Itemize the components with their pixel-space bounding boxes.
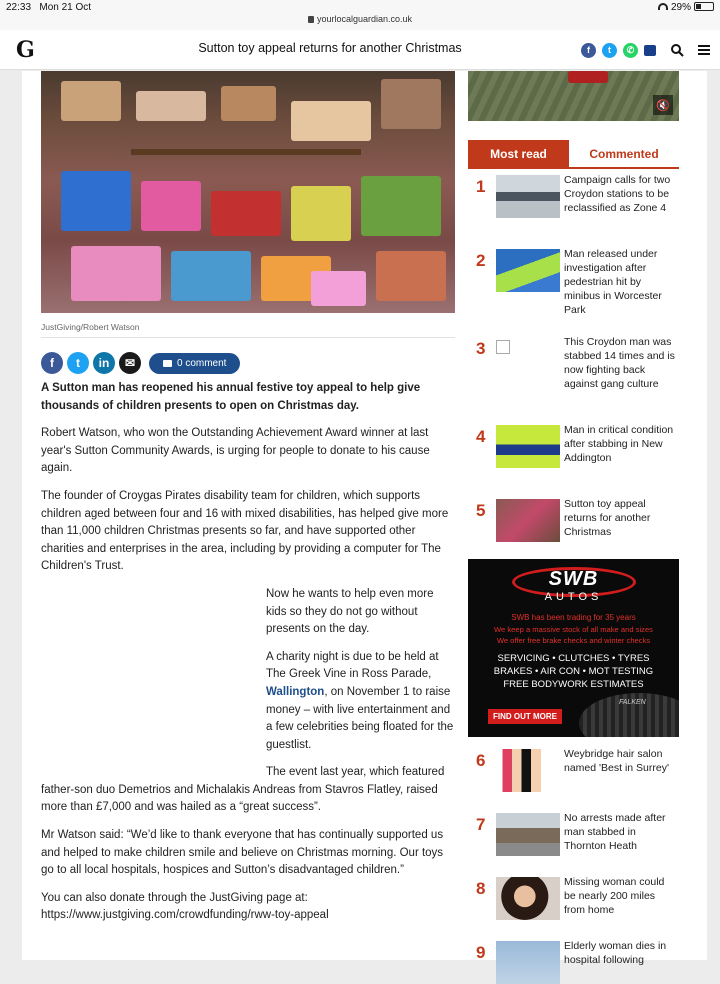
most-read-tabs xyxy=(468,140,679,169)
article-paragraph: Mr Watson said: “We’d like to thank everyone that has continually supported us and helped to make children smile and believe on Christmas morning. Our toys go to all local hospitals, hospices and Sutton’s disadvantaged children.” xyxy=(41,829,444,877)
rank-number: 8 xyxy=(476,879,486,898)
list-item[interactable] xyxy=(468,421,679,495)
thumbnail xyxy=(496,499,560,542)
paragraph-text: , on November 1 to raise money – with live entertainment and a few celebrities being floated for the guestlist. xyxy=(266,685,454,751)
rank-number: 7 xyxy=(476,815,486,834)
ad-text: We offer free brake checks and winter checks xyxy=(496,636,651,645)
facebook-icon[interactable]: f xyxy=(41,352,63,374)
divider xyxy=(41,337,455,338)
rank-number: 1 xyxy=(476,177,486,196)
email-icon[interactable]: ✉ xyxy=(119,352,141,374)
rank-number: 3 xyxy=(476,339,486,358)
image-credit: JustGiving/Robert Watson xyxy=(41,322,140,332)
whatsapp-icon[interactable]: ✆ xyxy=(623,43,638,58)
article-paragraph: Now he wants to help even more kids so they do not go without presents on the day. xyxy=(266,587,434,636)
article-share-bar xyxy=(41,352,240,374)
sidebar-video[interactable] xyxy=(468,71,679,121)
headline: Sutton toy appeal returns for another Christmas xyxy=(564,498,651,538)
most-read-list xyxy=(468,171,679,555)
list-item[interactable] xyxy=(468,495,679,555)
ad-brand: SWB xyxy=(548,568,599,590)
address-bar[interactable] xyxy=(0,14,720,24)
rank-number: 5 xyxy=(476,501,486,520)
messenger-icon[interactable] xyxy=(644,45,656,56)
list-item[interactable] xyxy=(468,745,679,809)
article-paragraph: You can also donate through the JustGiving page at: https://www.justgiving.com/crowdfunding/rww-toy-appeal xyxy=(41,891,329,922)
wallington-link[interactable]: Wallington xyxy=(266,685,325,698)
ad-text: We keep a massive stock of all make and sizes xyxy=(494,625,653,634)
thumbnail xyxy=(496,941,560,984)
list-item[interactable] xyxy=(468,171,679,245)
list-item[interactable] xyxy=(468,937,679,977)
list-item[interactable] xyxy=(468,333,679,421)
linkedin-icon[interactable]: in xyxy=(93,352,115,374)
url-text: yourlocalguardian.co.uk xyxy=(316,14,413,24)
thumbnail xyxy=(496,175,560,218)
thumbnail xyxy=(496,340,510,354)
thumbnail xyxy=(496,877,560,920)
list-item[interactable] xyxy=(468,245,679,333)
tab-commented[interactable]: Commented xyxy=(589,146,659,161)
article-paragraph: Robert Watson, who won the Outstanding Achievement Award winner at last year's Sutton Community Awards, is urging for people to donate to his cause again. xyxy=(41,427,430,475)
rank-number: 6 xyxy=(476,751,486,770)
article-body xyxy=(41,380,455,935)
wifi-icon xyxy=(658,3,668,10)
thumbnail xyxy=(496,425,560,468)
battery-icon xyxy=(694,2,714,11)
site-logo[interactable]: G xyxy=(16,37,35,63)
status-indicators xyxy=(658,2,714,13)
facebook-icon[interactable]: f xyxy=(581,43,596,58)
headline: Missing woman could be nearly 200 miles from home xyxy=(564,876,665,916)
twitter-icon[interactable]: t xyxy=(67,352,89,374)
menu-icon[interactable] xyxy=(698,45,710,55)
tyre-image xyxy=(579,693,679,737)
battery-percent: 29% xyxy=(670,2,691,13)
lock-icon xyxy=(308,16,314,23)
page-content xyxy=(22,71,707,966)
rank-number: 2 xyxy=(476,251,486,270)
article-paragraph: The founder of Croygas Pirates disability team for children, which supports children aged between four and 16 with mixed disabilities, has helped give more than 11,000 children Christmas presents so far, and have supported other charities and enterprises in the area, including by providing a computer for The Children's Trust. xyxy=(41,489,449,573)
ad-services: SERVICING • CLUTCHES • TYRES xyxy=(497,653,650,664)
header-article-title: Sutton toy appeal returns for another Christmas xyxy=(198,41,462,55)
rank-number: 4 xyxy=(476,427,486,446)
article-hero-image xyxy=(41,71,455,313)
headline: Elderly woman dies in hospital following xyxy=(564,940,667,966)
headline: Campaign calls for two Croydon stations to be reclassified as Zone 4 xyxy=(564,174,671,214)
ad-services: BRAKES • AIR CON • MOT TESTING xyxy=(493,666,654,677)
tab-most-read[interactable]: Most read xyxy=(468,140,569,167)
comment-button[interactable] xyxy=(149,353,240,374)
ad-brand-sub: AUTOS xyxy=(544,591,603,603)
status-date: Mon 21 Oct xyxy=(39,2,92,13)
most-read-list-continued xyxy=(468,745,679,977)
article-paragraph xyxy=(41,649,455,755)
thumbnail xyxy=(496,749,560,792)
status-clock: 22:33 xyxy=(6,2,32,13)
ad-services: FREE BODYWORK ESTIMATES xyxy=(503,679,644,690)
article-lead: A Sutton man has reopened his annual festive toy appeal to help give thousands of children presents to open on Christmas day. xyxy=(41,382,421,412)
paragraph-text: A charity night is due to be held at The Greek Vine in Ross Parade, xyxy=(266,650,439,681)
search-icon[interactable] xyxy=(668,41,686,59)
headline: Man in critical condition after stabbing in New Addington xyxy=(564,424,674,464)
ios-status-bar xyxy=(0,0,720,30)
comment-icon xyxy=(163,360,172,367)
status-time xyxy=(6,2,91,13)
twitter-icon[interactable]: t xyxy=(602,43,617,58)
headline: No arrests made after man stabbed in Thornton Heath xyxy=(564,812,666,852)
headline: This Croydon man was stabbed 14 times and is now fighting back against gang culture xyxy=(564,336,675,390)
find-out-more-button[interactable]: FIND OUT MORE xyxy=(488,709,562,724)
headline: Man released under investigation after pedestrian hit by minibus in Worcester Park xyxy=(564,248,662,316)
rank-number: 9 xyxy=(476,943,486,962)
list-item[interactable] xyxy=(468,809,679,873)
comment-count: 0 comment xyxy=(177,357,227,369)
header-share-bar xyxy=(581,41,710,59)
list-item[interactable] xyxy=(468,873,679,937)
thumbnail xyxy=(496,249,560,292)
site-header xyxy=(0,30,720,70)
tyre-brand: FALKEN xyxy=(619,699,646,706)
thumbnail xyxy=(496,813,560,856)
advertisement-banner[interactable] xyxy=(468,559,679,737)
article-paragraph: The event last year, which featured father-son duo Demetrios and Michalakis Andreas from Stavros Flatley, raised more than £7,000 and was hailed as a “great success”. xyxy=(41,766,445,814)
ad-text: SWB has been trading for 35 years xyxy=(511,613,636,622)
mute-icon[interactable]: 🔇 xyxy=(653,95,673,115)
headline: Weybridge hair salon named 'Best in Surrey' xyxy=(564,748,669,774)
